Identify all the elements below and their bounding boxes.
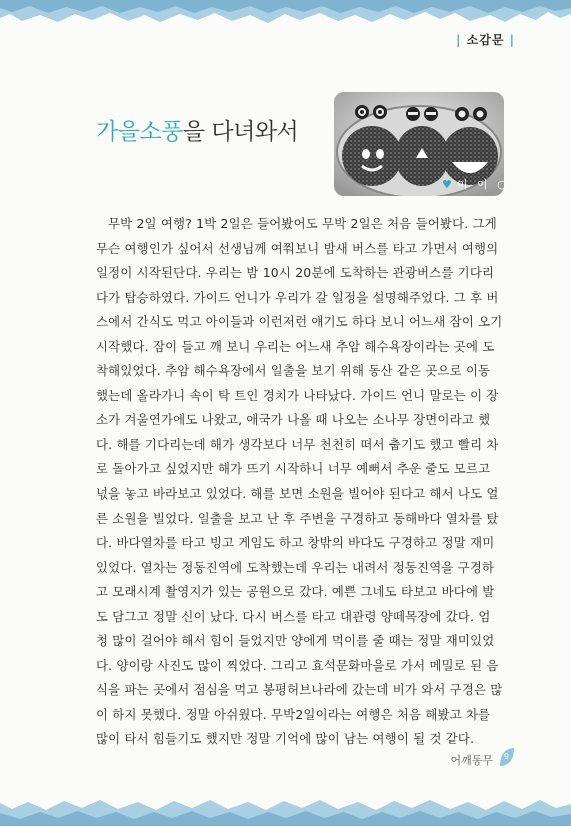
body-line: 일정이 시작된단다. 우리는 밤 10시 20분에 도착하는 관광버스를 기다리 [96, 265, 495, 281]
torn-paper-bottom-edge [0, 782, 571, 826]
body-line: 청 많이 걸어야 해서 힘이 들었지만 양에게 먹이를 줄 때는 정말 재미있었 [96, 633, 495, 649]
body-line: 소가 겨울연가에도 나왔고, 애국가 나올 때 나오는 소나무 장면이라고 했 [96, 412, 491, 428]
body-line: 식을 파는 곳에서 점심을 먹고 봉평허브나라에 갔는데 비가 와서 구경은 많 [96, 682, 503, 698]
article-title [96, 113, 298, 146]
body-line: 다가 탑승하였다. 가이드 언니가 우리가 갈 일정을 설명해주었다. 그 후 버 [96, 289, 499, 305]
body-line: 스에서 간식도 먹고 아이들과 이런저런 얘기도 하다 보니 어느새 잠이 오기 [96, 314, 503, 330]
body-line: 시작했다. 잠이 들고 깨 보니 우리는 어느새 추암 해수욕장이라는 곳에 도 [96, 338, 495, 354]
body-line: 로 돌아가고 싶었지만 해가 뜨기 시작하니 너무 예뻐서 추운 줄도 모르고 [96, 461, 491, 477]
body-line: 무박 2일 여행? 1박 2일은 들어봤어도 무박 2일은 처음 들어봤다. 그게 [108, 216, 497, 231]
title-rest: 을 다녀와서 [182, 119, 299, 145]
heart-icon: ♥ [442, 178, 455, 191]
body-line: 른 소원을 빌었다. 일출을 보고 난 후 주변을 구경하고 동해바다 열차를 탔 [96, 510, 499, 526]
body-line: 많이 타서 힘들기도 했지만 정말 기억에 많이 남는 여행이 될 것 같다. [96, 731, 475, 747]
body-line: 다. 양이랑 사진도 많이 찍었다. 그리고 효석문화마을로 가서 메밀로 된 음 [96, 657, 499, 673]
title-accent: 가을소풍 [96, 119, 183, 145]
publication-name: 어깨동무 [450, 754, 493, 767]
body-line: 무슨 여행인가 싶어서 선생님께 여쭤보니 밤새 버스를 타고 가면서 여행의 [96, 240, 499, 256]
page-number: 9 [503, 752, 509, 761]
section-label: | 소감문 | [456, 33, 515, 47]
body-line: 이 하지 못했다. 정말 아쉬웠다. 무박2일이라는 여행은 처음 해봤고 차를 [96, 706, 491, 722]
body-line: 도 담그고 정말 신이 났다. 다시 버스를 타고 대관령 양떼목장에 갔다. 엄 [96, 608, 491, 624]
essay-body [96, 212, 503, 752]
body-line: 다. 바다열차를 타고 빙고 게임도 하고 창밖의 바다도 구경하고 정말 재미 [96, 535, 495, 551]
photo-caption: ♥ 이 이 ○ [442, 178, 510, 191]
body-line: 착해있었다. 추암 해수욕장에서 일출을 보기 위해 동산 같은 곳으로 이동 [96, 363, 491, 379]
body-line: 다. 해를 기다리는데 해가 생각보다 너무 천천히 떠서 춥기도 했고 빨리 차 [96, 436, 499, 452]
body-line: 넋을 놓고 바라보고 있었다. 해를 보면 소원을 빌어야 된다고 해서 나도 얼 [96, 486, 499, 502]
body-line: 했는데 올라가니 속이 탁 트인 경치가 나타났다. 가이드 언니 말로는 이 장 [96, 387, 499, 403]
body-line: 있었다. 열차는 정동진역에 도착했는데 우리는 내려서 정동진역을 구경하 [96, 559, 495, 575]
body-line: 고 모래시계 촬영지가 있는 공원으로 갔다. 예쁜 그네도 타보고 바다에 발 [96, 584, 495, 600]
